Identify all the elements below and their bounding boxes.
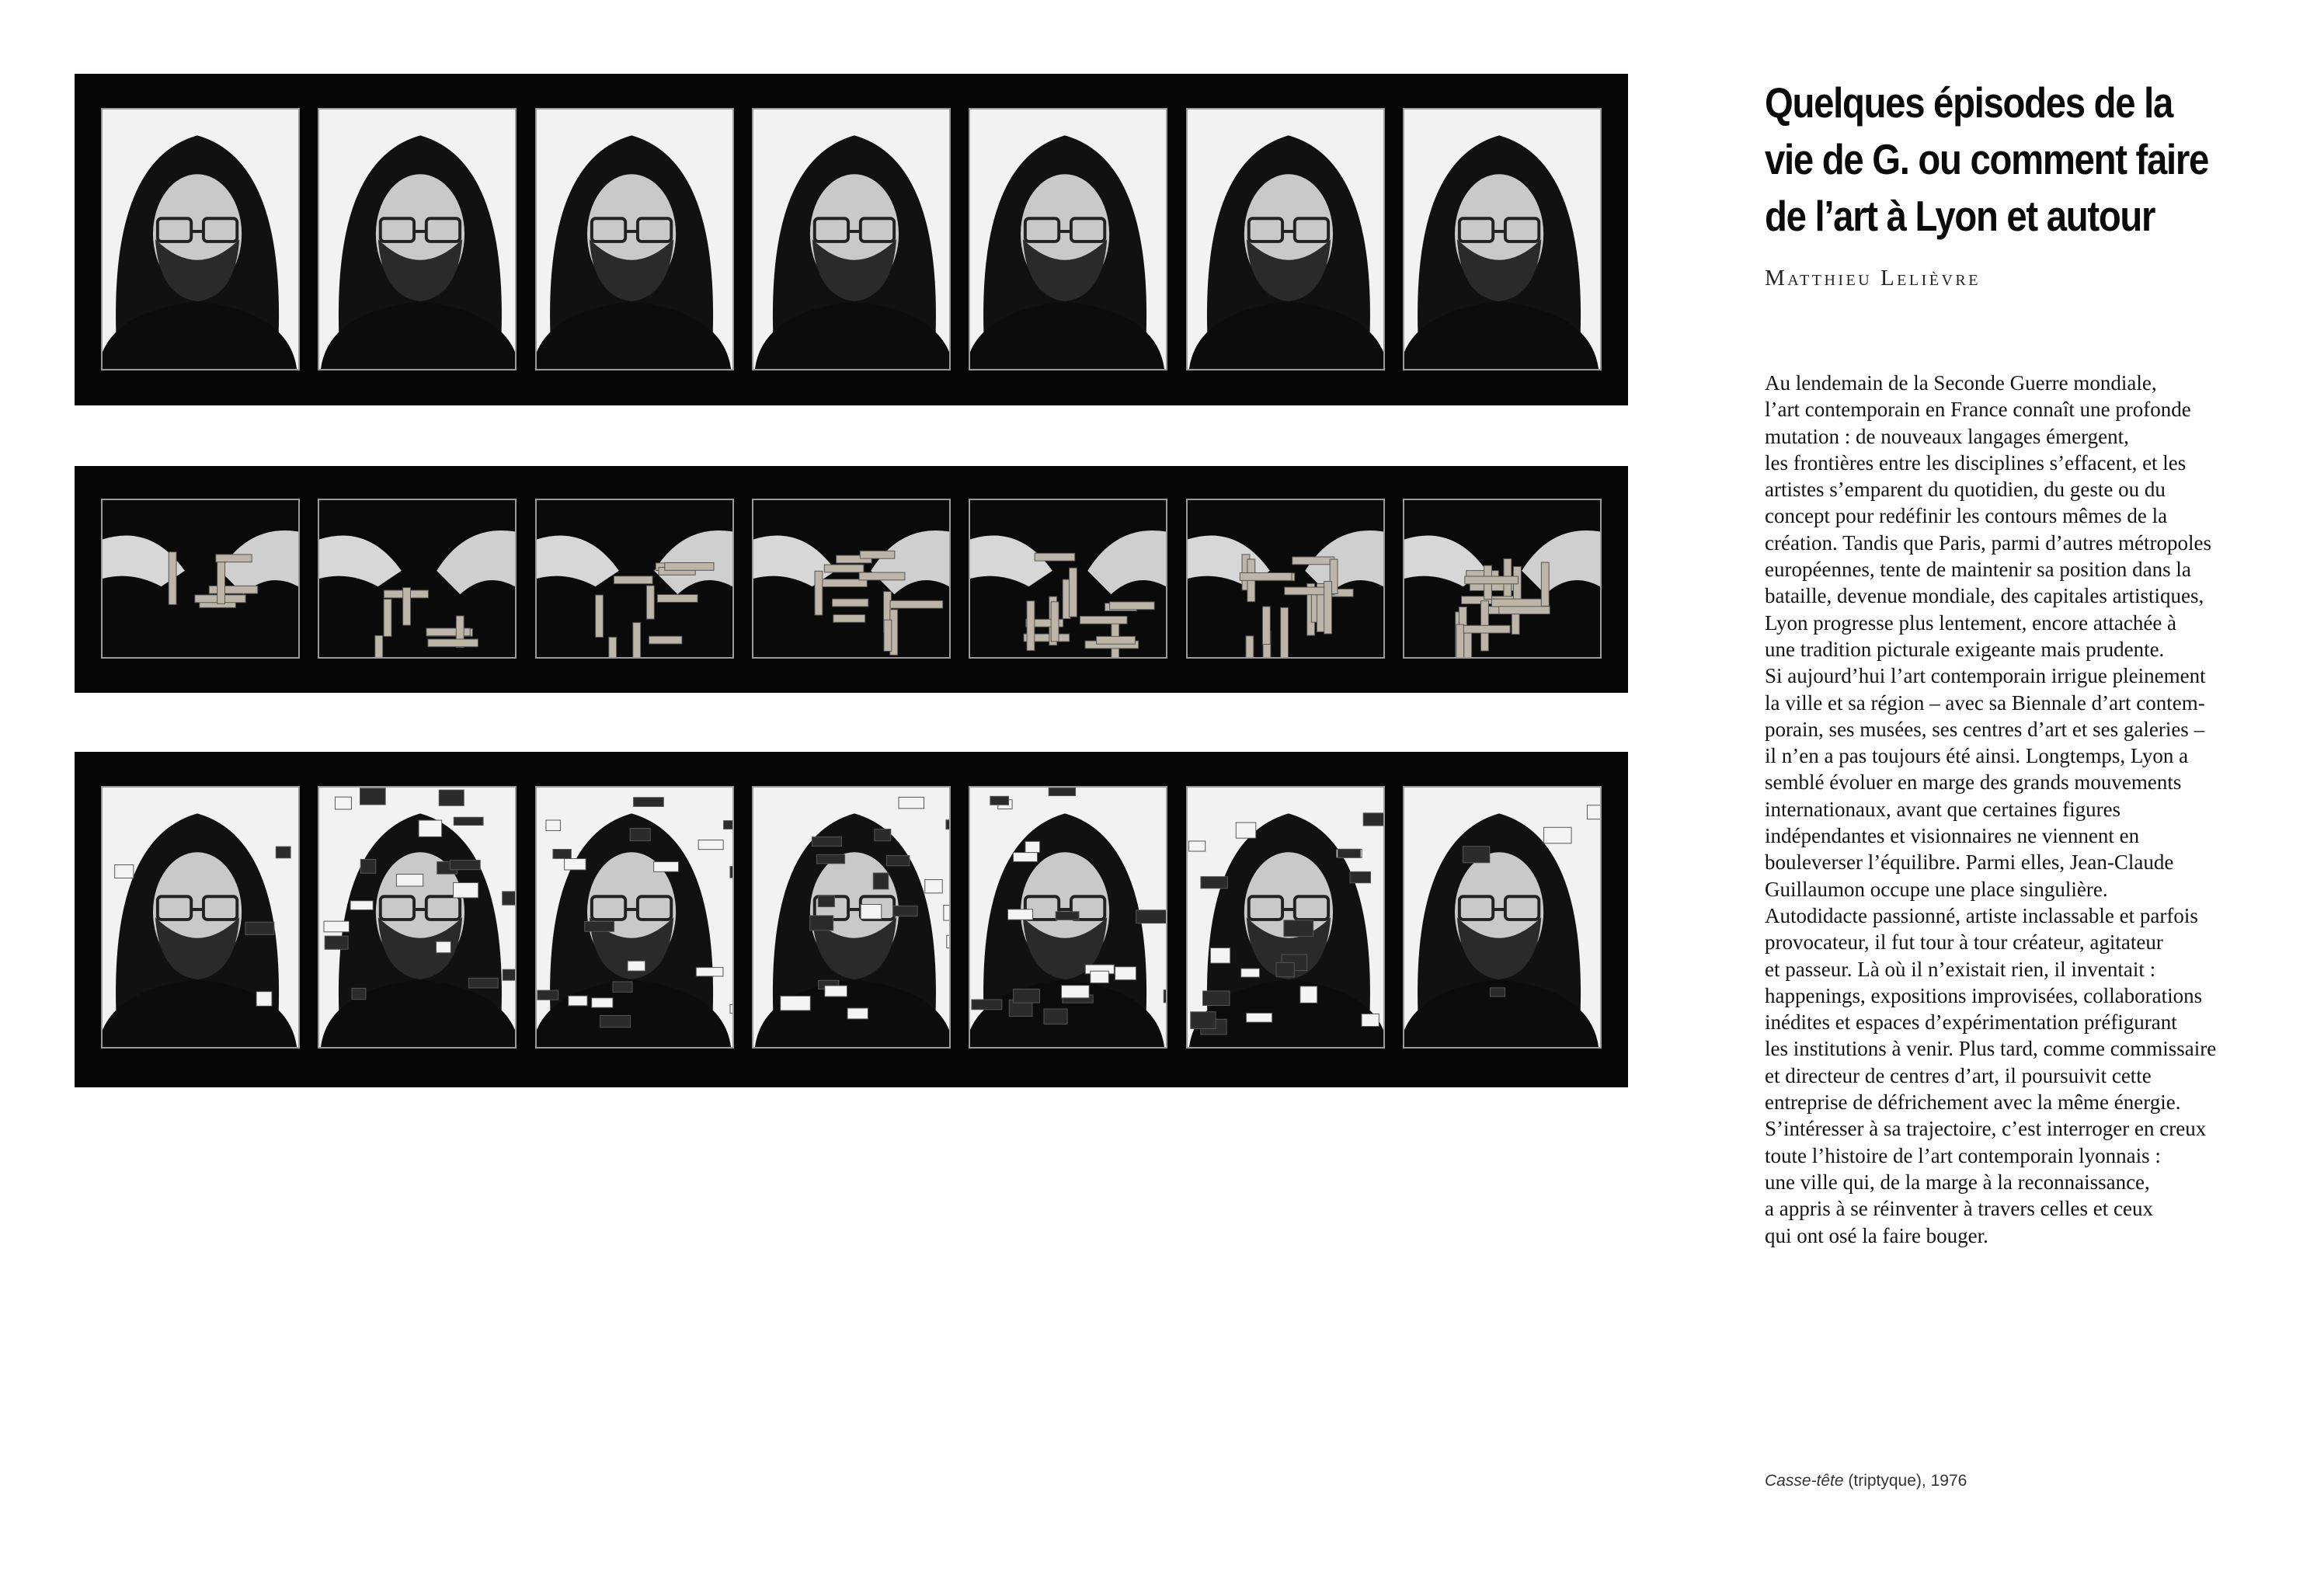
- portrait-photo-frame: [318, 108, 517, 370]
- portrait-image: [970, 110, 1166, 369]
- body-line: semblé évoluer en marge des grands mouvements: [1765, 770, 2182, 795]
- portrait-image: [753, 788, 949, 1047]
- body-line: et directeur de centres d’art, il poursuivit cette: [1765, 1063, 2152, 1087]
- body-line: inédites et espaces d’expérimentation préfigurant: [1765, 1010, 2177, 1035]
- portrait-image: [537, 788, 732, 1047]
- hands-photo-frame: [1403, 499, 1602, 659]
- body-line: artistes s’emparent du quotidien, du geste ou du: [1765, 478, 2166, 502]
- portrait-photo-frame: [535, 108, 734, 370]
- portrait-photo-frame: [1403, 108, 1602, 370]
- portrait-photo-frame: [101, 108, 300, 370]
- body-line: les frontières entre les disciplines s’effacent, et les: [1765, 450, 2187, 475]
- body-line: a appris à se réinventer à travers celles et ceux: [1765, 1197, 2153, 1221]
- body-line: Au lendemain de la Seconde Guerre mondiale,: [1765, 371, 2157, 395]
- hands-puzzle-image: [970, 500, 1166, 657]
- hands-photo-frame: [535, 499, 734, 659]
- portrait-image: [1404, 788, 1600, 1047]
- body-line: indépendantes et visionnaires ne viennent en: [1765, 824, 2140, 848]
- title-line: de l’art à Lyon et autour: [1765, 192, 2155, 240]
- author-name: Matthieu Lelièvre: [1765, 266, 1981, 290]
- body-line: création. Tandis que Paris, parmi d’autres métropoles: [1765, 530, 2211, 555]
- body-line: l’art contemporain en France connaît une profonde: [1765, 398, 2191, 422]
- portrait-photo-frame: [752, 108, 951, 370]
- body-line: toute l’histoire de l’art contemporain lyonnais :: [1765, 1143, 2161, 1167]
- hands-puzzle-image: [103, 500, 298, 657]
- caption-detail: (triptyque), 1976: [1843, 1472, 1967, 1490]
- body-line: une tradition picturale exigeante mais prudente.: [1765, 637, 2165, 661]
- body-line: européennes, tente de maintenir sa position dans la: [1765, 558, 2191, 582]
- body-line: et passeur. Là où il n’existait rien, il inventait :: [1765, 957, 2156, 981]
- body-line: mutation : de nouveaux langages émergent,: [1765, 424, 2129, 448]
- portrait-image: [103, 788, 298, 1047]
- article-body: [1765, 370, 2262, 1249]
- collage-photo-frame: [535, 786, 734, 1049]
- hands-puzzle-image: [1404, 500, 1600, 657]
- hands-puzzle-photo-strip: [75, 466, 1628, 693]
- body-line: Si aujourd’hui l’art contemporain irrigue pleinement: [1765, 664, 2206, 688]
- collage-photo-frame: [752, 786, 951, 1049]
- hands-puzzle-image: [319, 500, 515, 657]
- body-line: concept pour redéfinir les contours mêmes de la: [1765, 504, 2168, 528]
- portrait-image: [1404, 110, 1600, 369]
- body-line: la ville et sa région – avec sa Biennale d’art contem-: [1765, 690, 2205, 715]
- body-line: bataille, devenue mondiale, des capitales artistiques,: [1765, 584, 2204, 608]
- body-line: Guillaumon occupe une place singulière.: [1765, 877, 2108, 901]
- hands-puzzle-image: [753, 500, 949, 657]
- hands-puzzle-image: [537, 500, 732, 657]
- portrait-image: [319, 788, 515, 1047]
- body-line: provocateur, il fut tour à tour créateur, agitateur: [1765, 930, 2163, 955]
- collage-photo-frame: [101, 786, 300, 1049]
- portrait-image: [753, 110, 949, 369]
- figure-caption: [1765, 1472, 1967, 1490]
- collage-photo-frame: [969, 786, 1167, 1049]
- body-line: internationaux, avant que certaines figures: [1765, 797, 2121, 821]
- hands-photo-frame: [752, 499, 951, 659]
- portrait-photo-frame: [969, 108, 1167, 370]
- body-line: Lyon progresse plus lentement, encore attachée à: [1765, 610, 2177, 635]
- body-line: les institutions à venir. Plus tard, comme commissaire: [1765, 1037, 2217, 1061]
- hands-puzzle-image: [1188, 500, 1383, 657]
- body-line: qui ont osé la faire bouger.: [1765, 1223, 1988, 1247]
- title-line: Quelques épisodes de la: [1765, 78, 2173, 127]
- portrait-image: [103, 110, 298, 369]
- portrait-photo-frame: [1186, 108, 1385, 370]
- puzzle-collage-photo-strip: [75, 752, 1628, 1087]
- caption-title: Casse-tête: [1765, 1472, 1844, 1490]
- collage-photo-frame: [318, 786, 517, 1049]
- hands-photo-frame: [969, 499, 1167, 659]
- portrait-image: [537, 110, 732, 369]
- hands-photo-frame: [318, 499, 517, 659]
- body-line: S’intéresser à sa trajectoire, c’est interroger en creux: [1765, 1117, 2207, 1141]
- body-line: entreprise de défrichement avec la même énergie.: [1765, 1090, 2181, 1115]
- portrait-image: [319, 110, 515, 369]
- article-title: [1765, 75, 2209, 245]
- portrait-photo-strip: [75, 74, 1628, 405]
- portrait-image: [1188, 788, 1383, 1047]
- portrait-image: [970, 788, 1166, 1047]
- collage-photo-frame: [1186, 786, 1385, 1049]
- hands-photo-frame: [1186, 499, 1385, 659]
- title-line: vie de G. ou comment faire: [1765, 135, 2209, 183]
- hands-photo-frame: [101, 499, 300, 659]
- body-line: Autodidacte passionné, artiste inclassable et parfois: [1765, 903, 2198, 927]
- body-line: porain, ses musées, ses centres d’art et ses galeries –: [1765, 717, 2205, 741]
- body-line: happenings, expositions improvisées, collaborations: [1765, 983, 2203, 1007]
- collage-photo-frame: [1403, 786, 1602, 1049]
- body-line: bouleverser l’équilibre. Parmi elles, Jean-Claude: [1765, 850, 2174, 875]
- portrait-image: [1188, 110, 1383, 369]
- body-line: une ville qui, de la marge à la reconnaissance,: [1765, 1170, 2150, 1194]
- body-line: il n’en a pas toujours été ainsi. Longtemps, Lyon a: [1765, 744, 2189, 768]
